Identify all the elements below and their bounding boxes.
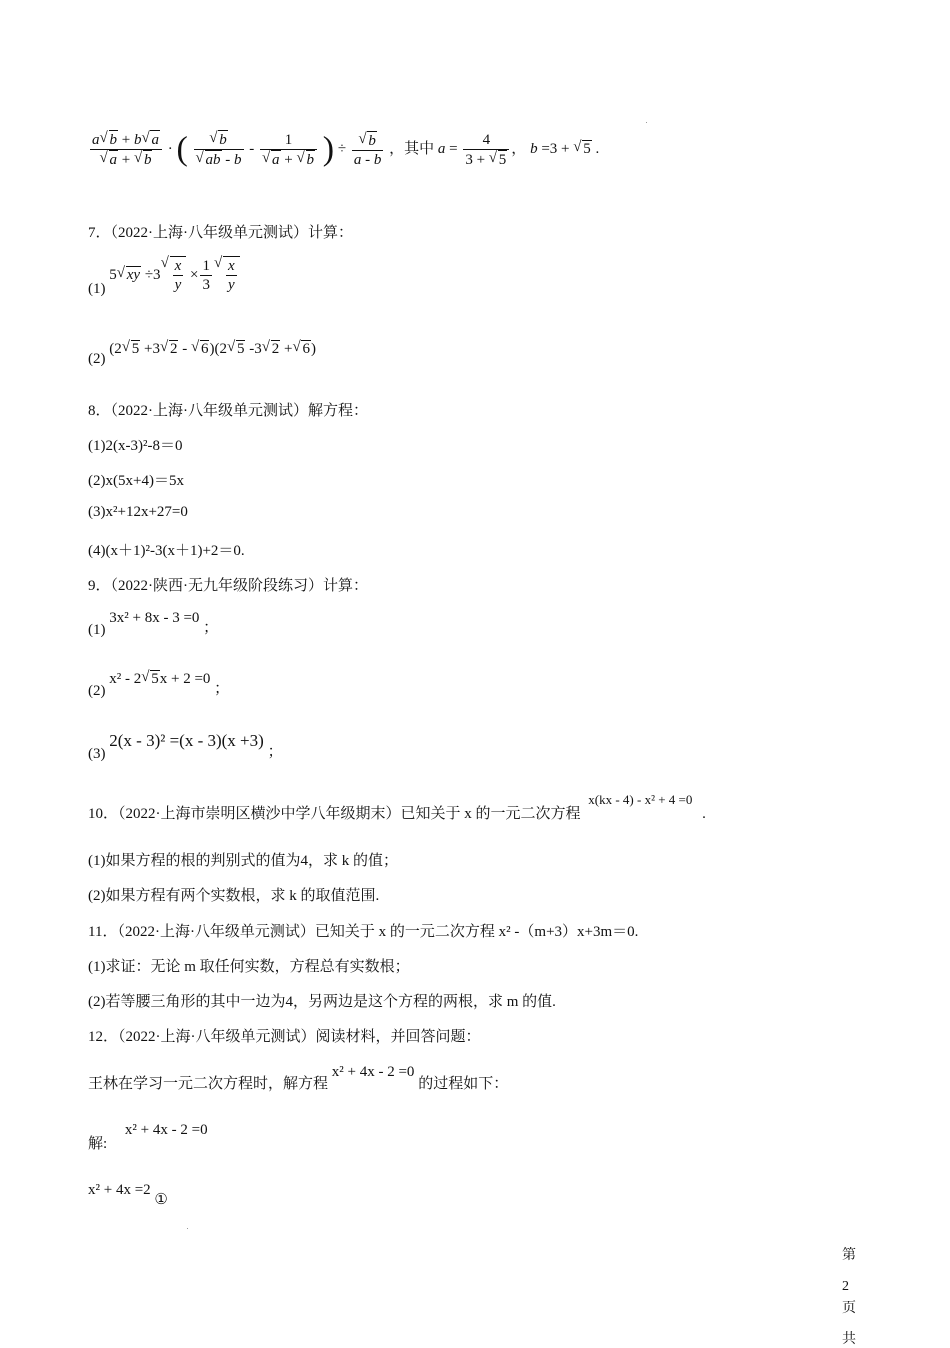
page-indicator-char-2: 页 (842, 1301, 856, 1316)
q8-item-3: (3)x²+12x+27=0 (88, 504, 188, 520)
q12-step1: x² + 4x =2 ① (88, 1182, 168, 1208)
fraction-1: a√ b + b√ a √ a + √ b (90, 130, 162, 169)
fraction-4: √ $\frac{b}{a - b}$ (352, 131, 384, 169)
fraction-a-value: $\frac{4}{3 + √ 5}$ (463, 131, 509, 169)
q7-header: 7．（2022·上海·八年级单元测试）计算： (88, 225, 353, 241)
page-indicator-number: 2 (842, 1279, 849, 1294)
fraction-2: √ b √ ab - b (194, 130, 244, 169)
q11-item-2: (2)若等腰三角形的其中一边为4，另两边是这个方程的两根，求 m 的值. (88, 994, 556, 1010)
q10-item-1: (1)如果方程的根的判别式的值为4，求 k 的值； (88, 853, 398, 869)
page-indicator-char-3: 共 (842, 1332, 856, 1347)
q12-intro: 王林在学习一元二次方程时，解方程 x² + 4x - 2 =0 的过程如下： (88, 1064, 509, 1092)
q9-part3: (3) 2(x - 3)² =(x - 3)(x +3) ； (88, 731, 283, 762)
q6-expression: a√ b + b√ a √ a + √ b · ( √ b √ ab - b - 1 √ a + √ b ) ÷ √ $\frac{b}{a - b}$ ，其中 a = $\frac{4}{3 + √ 5}$ ， b =3 + √ 5 . (88, 130, 599, 169)
q9-part2: (2) x² - 2√ 5x + 2 =0 ； (88, 670, 229, 700)
fraction-3: 1 √ a + √ b (260, 131, 317, 169)
scan-dot (646, 122, 647, 123)
q7-part2: (2) (2√ 5 +3√ 2 - √ 6)(2√ 5 -3√ 2 +√ 6) (88, 340, 316, 368)
q9-header: 9．（2022·陕西·无九年级阶段练习）计算： (88, 578, 368, 594)
q8-item-2: (2)x(5x+4)＝5x (88, 473, 184, 489)
q7-part1: (1) 5√ xy ÷3 √ $\frac{x}{y}$ × $\frac{1}{3}$ √ $\frac{x}{y}$ (88, 256, 240, 298)
scan-dot (187, 1228, 188, 1229)
q12-header: 12．（2022·上海·八年级单元测试）阅读材料，并回答问题： (88, 1029, 481, 1045)
q10-item-2: (2)如果方程有两个实数根，求 k 的取值范围. (88, 888, 380, 904)
q11-header: 11．（2022·上海·八年级单元测试）已知关于 x 的一元二次方程 x² -（m+3）x+3m＝0. (88, 924, 639, 940)
q11-item-1: (1)求证：无论 m 取任何实数，方程总有实数根； (88, 959, 410, 975)
q8-item-4: (4)(x＋1)²-3(x＋1)+2＝0. (88, 543, 245, 559)
q10-header: 10．（2022·上海市崇明区横沙中学八年级期末）已知关于 x 的一元二次方程 x(kx - 4) - x² + 4 =0 . (88, 792, 706, 822)
q12-solve: 解: x² + 4x - 2 =0 (88, 1122, 208, 1152)
q8-item-1: (1)2(x-3)²-8＝0 (88, 438, 183, 454)
q8-header: 8．（2022·上海·八年级单元测试）解方程： (88, 403, 368, 419)
page-indicator-char-1: 第 (842, 1248, 856, 1263)
q9-part1: (1) 3x² + 8x - 3 =0 ； (88, 610, 219, 638)
